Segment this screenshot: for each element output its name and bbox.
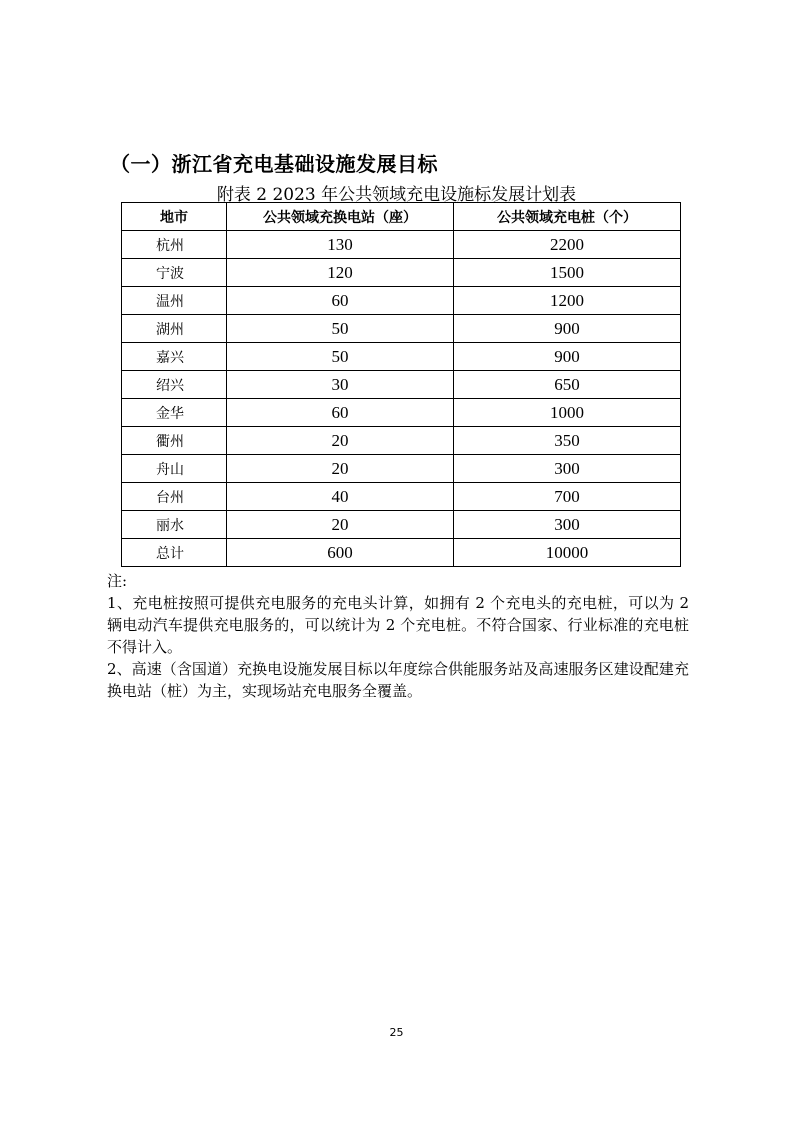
- table-row: [122, 315, 681, 343]
- city-cell: 舟山: [122, 455, 227, 483]
- piles-cell: 300: [454, 455, 681, 483]
- piles-cell: 1500: [454, 259, 681, 287]
- city-cell: 丽水: [122, 511, 227, 539]
- table-row: [122, 511, 681, 539]
- note-item-1: 1、充电桩按照可提供充电服务的充电头计算，如拥有 2 个充电头的充电桩，可以为 2 辆电动汽车提供充电服务的，可以统计为 2 个充电桩。不符合国家、行业标准的充电桩不得计入。: [107, 594, 689, 656]
- stations-cell: 20: [227, 427, 454, 455]
- charging-plan-table: [121, 202, 681, 567]
- column-header-stations: 公共领域充换电站（座）: [227, 203, 454, 231]
- piles-cell: 650: [454, 371, 681, 399]
- city-cell: 湖州: [122, 315, 227, 343]
- stations-cell: 20: [227, 511, 454, 539]
- city-cell: 宁波: [122, 259, 227, 287]
- page-number: 25: [389, 1026, 404, 1039]
- table-row: [122, 287, 681, 315]
- table-row: [122, 455, 681, 483]
- piles-cell: 300: [454, 511, 681, 539]
- stations-cell: 60: [227, 399, 454, 427]
- table-caption: 附表 2 2023 年公共领域充电设施标发展计划表: [216, 185, 577, 205]
- city-cell: 杭州: [122, 231, 227, 259]
- notes-section: [107, 570, 689, 702]
- piles-cell: 350: [454, 427, 681, 455]
- table-row: [122, 231, 681, 259]
- piles-cell: 1000: [454, 399, 681, 427]
- column-header-piles: 公共领域充电桩（个）: [454, 203, 681, 231]
- table-row: [122, 399, 681, 427]
- stations-cell: 20: [227, 455, 454, 483]
- city-cell: 绍兴: [122, 371, 227, 399]
- piles-cell: 1200: [454, 287, 681, 315]
- stations-cell: 130: [227, 231, 454, 259]
- total-label-cell: 总计: [122, 539, 227, 567]
- piles-cell: 700: [454, 483, 681, 511]
- stations-cell: 50: [227, 315, 454, 343]
- total-piles-cell: 10000: [454, 539, 681, 567]
- stations-cell: 40: [227, 483, 454, 511]
- table-row: [122, 259, 681, 287]
- notes-label: 注:: [107, 572, 128, 590]
- city-cell: 嘉兴: [122, 343, 227, 371]
- table-row: [122, 427, 681, 455]
- total-stations-cell: 600: [227, 539, 454, 567]
- note-item-2: 2、高速（含国道）充换电设施发展目标以年度综合供能服务站及高速服务区建设配建充换电站（桩）为主，实现场站充电服务全覆盖。: [107, 660, 689, 700]
- table-row: [122, 343, 681, 371]
- city-cell: 温州: [122, 287, 227, 315]
- piles-cell: 900: [454, 343, 681, 371]
- city-cell: 台州: [122, 483, 227, 511]
- table-row: [122, 371, 681, 399]
- stations-cell: 120: [227, 259, 454, 287]
- stations-cell: 60: [227, 287, 454, 315]
- column-header-city: 地市: [122, 203, 227, 231]
- section-heading: （一）浙江省充电基础设施发展目标: [110, 152, 438, 176]
- piles-cell: 2200: [454, 231, 681, 259]
- table-header-row: [122, 203, 681, 231]
- stations-cell: 30: [227, 371, 454, 399]
- stations-cell: 50: [227, 343, 454, 371]
- table-total-row: [122, 539, 681, 567]
- piles-cell: 900: [454, 315, 681, 343]
- city-cell: 衢州: [122, 427, 227, 455]
- city-cell: 金华: [122, 399, 227, 427]
- table-row: [122, 483, 681, 511]
